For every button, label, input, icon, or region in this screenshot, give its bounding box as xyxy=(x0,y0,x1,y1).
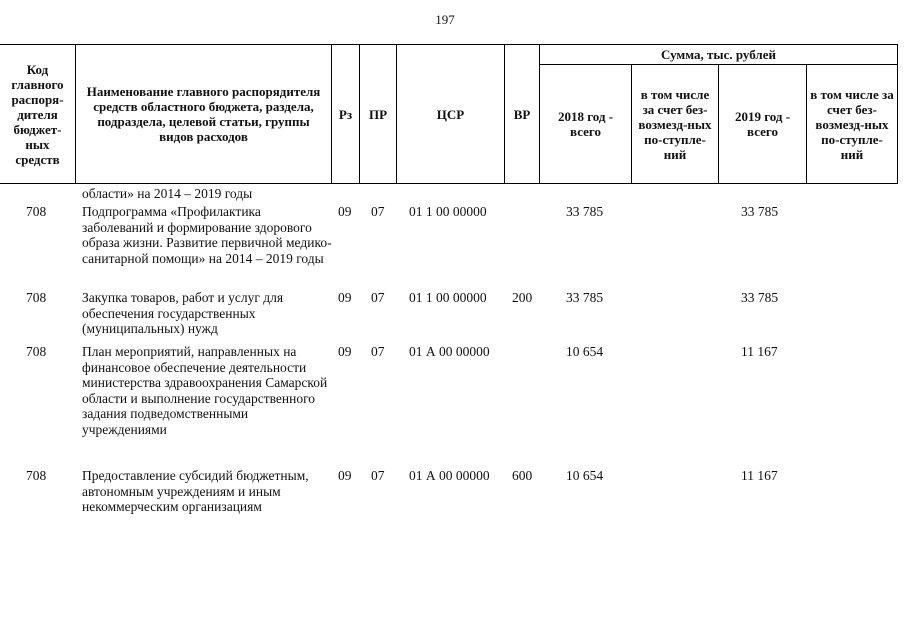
table-row xyxy=(0,468,898,538)
cell-2018-total: 10 654 xyxy=(566,468,604,483)
cell-vr: 200 xyxy=(512,290,533,305)
table-header xyxy=(0,44,898,184)
continuation-text: области» на 2014 – 2019 годы xyxy=(82,186,253,201)
header-pr: ПР xyxy=(360,45,397,183)
continuation-row xyxy=(0,184,898,204)
cell-kod: 708 xyxy=(26,290,47,305)
cell-pr: 07 xyxy=(371,344,385,359)
cell-2019-total: 33 785 xyxy=(741,204,779,219)
cell-name: План мероприятий, направленных на финансовое обеспечение деятельности министерства здравоохранения Самарской области и выполнение государственного задания подведомственными учреждениями xyxy=(82,344,328,437)
cell-rz: 09 xyxy=(338,468,352,483)
cell-csr: 01 1 00 00000 xyxy=(409,204,487,219)
cell-kod: 708 xyxy=(26,204,47,219)
header-2018-free: в том числе за счет без-возмезд-ных по-ступле-ний xyxy=(632,65,719,183)
budget-table xyxy=(0,44,898,538)
cell-2019-total: 11 167 xyxy=(741,344,778,359)
cell-csr: 01 А 00 00000 xyxy=(409,344,490,359)
cell-2019-total: 33 785 xyxy=(741,290,779,305)
cell-name: Подпрограмма «Профилактика заболеваний и формирование здорового образа жизни. Развитие первичной медико-санитарной помощи» на 2014 – 2019 годы xyxy=(82,204,332,266)
header-2019-free: в том числе за счет без-возмезд-ных по-ступле-ний xyxy=(810,86,894,162)
cell-2018-total: 33 785 xyxy=(566,290,604,305)
header-sum: Сумма, тыс. рублей xyxy=(540,45,897,65)
header-2019-total: 2019 год - всего xyxy=(719,65,807,183)
cell-2018-total: 10 654 xyxy=(566,344,604,359)
cell-2018-total: 33 785 xyxy=(566,204,604,219)
header-vr: ВР xyxy=(505,45,540,183)
cell-vr: 600 xyxy=(512,468,533,483)
header-kod: Код главного распоря-дителя бюджет-ных средств xyxy=(0,45,76,183)
table-body xyxy=(0,184,898,538)
cell-2019-total: 11 167 xyxy=(741,468,778,483)
cell-csr: 01 1 00 00000 xyxy=(409,290,487,305)
header-name: Наименование главного распорядителя средств областного бюджета, раздела, подраздела, целевой статьи, группы видов расходов xyxy=(76,45,332,183)
cell-rz: 09 xyxy=(338,204,352,219)
header-rz: Рз xyxy=(332,45,360,183)
cell-name: Предоставление субсидий бюджетным, автономным учреждениям и иным некоммерческим организациям xyxy=(82,468,309,514)
cell-kod: 708 xyxy=(26,468,47,483)
table-row xyxy=(0,344,898,468)
cell-rz: 09 xyxy=(338,290,352,305)
table-row xyxy=(0,204,898,290)
page-number: 197 xyxy=(435,12,455,27)
header-csr: ЦСР xyxy=(397,45,505,183)
cell-pr: 07 xyxy=(371,468,385,483)
cell-pr: 07 xyxy=(371,290,385,305)
table-row xyxy=(0,290,898,344)
header-2018-total: 2018 год - всего xyxy=(540,65,632,183)
cell-name: Закупка товаров, работ и услуг для обеспечения государственных (муниципальных) нужд xyxy=(82,290,284,336)
cell-pr: 07 xyxy=(371,204,385,219)
cell-csr: 01 А 00 00000 xyxy=(409,468,490,483)
cell-kod: 708 xyxy=(26,344,47,359)
cell-rz: 09 xyxy=(338,344,352,359)
